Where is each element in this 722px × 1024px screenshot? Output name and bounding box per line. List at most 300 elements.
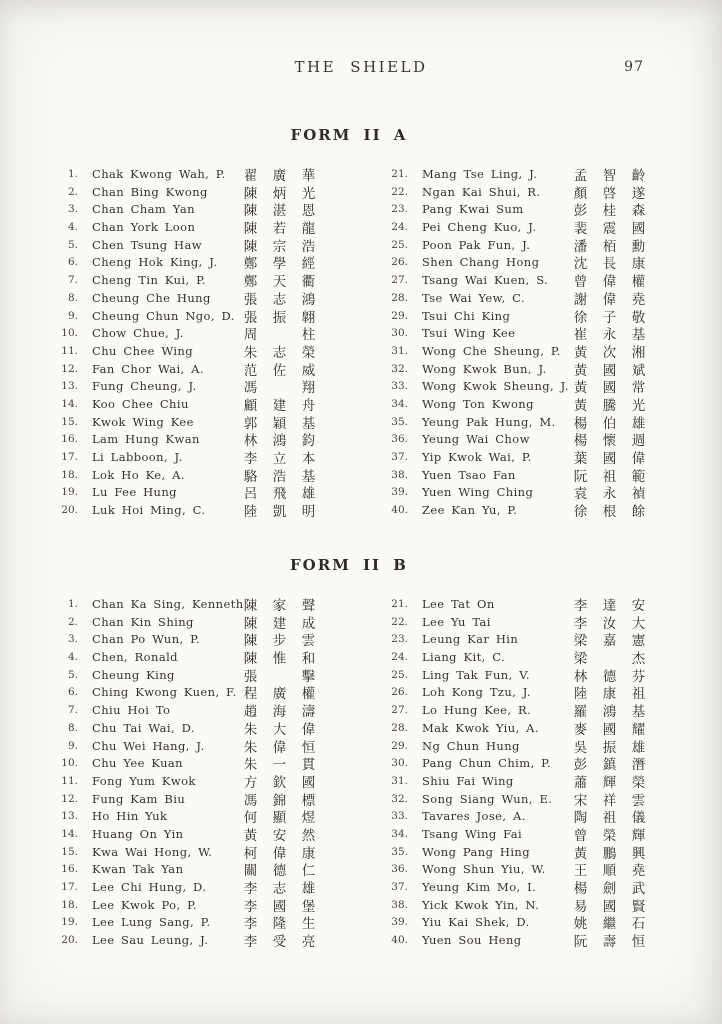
list-item bbox=[55, 789, 348, 807]
entry-chinese-char: 彭 bbox=[573, 757, 588, 774]
entry-chinese-char: 然 bbox=[301, 827, 316, 844]
entry-chinese-char: 黃 bbox=[573, 397, 588, 414]
list-item bbox=[55, 682, 348, 703]
entry-roman-name: Chan Ka Sing, Kenneth bbox=[92, 597, 244, 611]
entry-chinese-char: 浩 bbox=[272, 468, 287, 485]
entry-chinese-char: 智 bbox=[602, 168, 617, 184]
entry-chinese-char: 國 bbox=[602, 362, 617, 379]
entry-chinese-char: 趙 bbox=[243, 704, 258, 721]
entry-chinese-char: 飛 bbox=[272, 486, 287, 503]
list-item bbox=[385, 753, 677, 774]
entry-chinese-char: 顧 bbox=[243, 397, 258, 414]
entry-chinese-char: 堯 bbox=[631, 291, 646, 308]
entry-chinese-char: 阮 bbox=[573, 934, 588, 951]
entry-chinese-char: 凱 bbox=[272, 504, 287, 521]
entry-chinese-char: 德 bbox=[272, 863, 287, 880]
entry-chinese-char: 雲 bbox=[631, 792, 646, 809]
entry-number: 24. bbox=[391, 651, 408, 664]
name-list bbox=[55, 164, 348, 521]
entry-chinese-char: 志 bbox=[272, 881, 287, 897]
entry-roman-name: Ngan Kai Shui, R. bbox=[422, 184, 541, 199]
entry-chinese-char: 振 bbox=[602, 739, 617, 756]
entry-number: 38. bbox=[391, 468, 408, 481]
entry-roman-name: Wong Kwok Bun, J. bbox=[422, 361, 547, 376]
entry-chinese-char: 惟 bbox=[272, 651, 287, 668]
entry-chinese-char: 範 bbox=[631, 468, 646, 485]
entry-roman-name: Lu Fee Hung bbox=[92, 485, 177, 500]
entry-chinese-char: 湘 bbox=[631, 344, 646, 361]
entry-chinese-char: 經 bbox=[301, 256, 316, 273]
entry-number: 22. bbox=[391, 185, 408, 198]
entry-number: 36. bbox=[391, 433, 408, 446]
entry-chinese-char: 建 bbox=[272, 615, 287, 632]
list-item bbox=[55, 665, 348, 683]
list-item bbox=[55, 612, 348, 630]
entry-roman-name: Wong Pang Hing bbox=[422, 844, 530, 859]
entry-chinese-char: 遂 bbox=[631, 185, 646, 202]
entry-chinese-char: 黃 bbox=[573, 344, 588, 361]
entry-chinese-char: 國 bbox=[602, 380, 617, 397]
entry-number: 31. bbox=[391, 774, 408, 787]
entry-chinese-char: 顯 bbox=[272, 810, 287, 827]
entry-number: 32. bbox=[391, 792, 408, 805]
entry-chinese-char: 李 bbox=[573, 615, 588, 632]
entry-chinese-char: 雄 bbox=[631, 415, 646, 432]
list-item bbox=[385, 877, 677, 895]
entry-chinese-char: 濤 bbox=[301, 704, 316, 721]
entry-number: 38. bbox=[391, 898, 408, 911]
entry-chinese-char: 徐 bbox=[573, 504, 588, 521]
entry-chinese-char: 貫 bbox=[301, 757, 316, 774]
entry-chinese-char: 雲 bbox=[301, 633, 316, 650]
entry-chinese-char: 祖 bbox=[602, 810, 617, 827]
entry-chinese-char: 亮 bbox=[301, 934, 316, 951]
name-list bbox=[385, 594, 677, 951]
entry-chinese-char: 曾 bbox=[573, 827, 588, 844]
entry-number: 21. bbox=[391, 598, 408, 610]
list-item bbox=[385, 182, 677, 200]
entry-chinese-char: 擊 bbox=[301, 668, 316, 685]
entry-chinese-char: 陶 bbox=[573, 810, 588, 827]
list-item bbox=[55, 700, 348, 721]
entry-chinese-char: 祥 bbox=[602, 792, 617, 809]
entry-chinese-char: 穎 bbox=[272, 415, 287, 432]
name-list bbox=[55, 594, 348, 951]
entry-chinese-char: 次 bbox=[602, 344, 617, 361]
form-iia-section bbox=[0, 126, 722, 521]
list-item bbox=[385, 359, 677, 377]
entry-number: 15. bbox=[61, 415, 78, 428]
entry-chinese-char: 勳 bbox=[631, 238, 646, 255]
entry-chinese-char: 森 bbox=[631, 203, 646, 220]
entry-chinese-char: 長 bbox=[602, 256, 617, 273]
entry-number: 30. bbox=[391, 757, 408, 770]
entry-chinese-char: 鴻 bbox=[602, 704, 617, 721]
entry-number: 6. bbox=[67, 256, 78, 269]
entry-chinese-char: 家 bbox=[272, 598, 287, 614]
entry-chinese-char: 永 bbox=[602, 327, 617, 344]
entry-chinese-char: 葉 bbox=[573, 451, 588, 467]
entry-chinese-char: 國 bbox=[272, 898, 287, 915]
list-item bbox=[55, 270, 348, 291]
entry-chinese-char: 光 bbox=[301, 185, 316, 202]
entry-chinese-char: 呂 bbox=[243, 486, 258, 503]
list-item bbox=[55, 629, 348, 650]
list-item bbox=[55, 465, 348, 483]
entry-chinese-char: 餘 bbox=[631, 504, 646, 521]
entry-chinese-char: 舟 bbox=[301, 397, 316, 414]
entry-number: 2. bbox=[67, 185, 78, 198]
entry-number: 8. bbox=[67, 721, 78, 734]
list-item bbox=[385, 376, 677, 397]
entry-chinese-char: 王 bbox=[573, 863, 588, 880]
entry-roman-name: Chan Bing Kwong bbox=[92, 184, 208, 199]
entry-chinese-char: 陸 bbox=[573, 686, 588, 703]
entry-number: 27. bbox=[391, 274, 408, 287]
entry-roman-name: Pei Cheng Kuo, J. bbox=[422, 220, 537, 235]
entry-roman-name: Yuen Tsao Fan bbox=[422, 467, 516, 482]
entry-chinese-char: 聲 bbox=[301, 598, 316, 614]
entry-number: 16. bbox=[61, 433, 78, 446]
entry-number: 37. bbox=[391, 881, 408, 893]
entry-roman-name: Liang Kit, C. bbox=[422, 650, 506, 665]
entry-chinese-char: 曾 bbox=[573, 274, 588, 291]
entry-chinese-char: 輝 bbox=[602, 774, 617, 791]
entry-number: 17. bbox=[61, 451, 78, 463]
entry-chinese-char: 麥 bbox=[573, 721, 588, 738]
entry-chinese-char: 騰 bbox=[602, 397, 617, 414]
entry-chinese-char: 偉 bbox=[602, 291, 617, 308]
entry-roman-name: Wong Ton Kwong bbox=[422, 396, 534, 411]
entry-chinese-char: 朱 bbox=[243, 739, 258, 756]
entry-number: 7. bbox=[67, 274, 78, 287]
list-item bbox=[55, 252, 348, 273]
entry-number: 24. bbox=[391, 221, 408, 234]
entry-chinese-char: 祖 bbox=[602, 468, 617, 485]
list-item bbox=[385, 736, 677, 754]
entry-number: 23. bbox=[391, 203, 408, 216]
list-item bbox=[55, 235, 348, 253]
entry-roman-name: Kwan Tak Yan bbox=[92, 862, 184, 877]
entry-roman-name: Ling Tak Fun, V. bbox=[422, 667, 530, 682]
entry-roman-name: Wong Shun Yiu, W. bbox=[422, 862, 546, 877]
entry-chinese-char: 基 bbox=[301, 468, 316, 485]
entry-chinese-char: 隆 bbox=[272, 916, 287, 933]
entry-roman-name: Tsang Wing Fai bbox=[422, 826, 523, 841]
entry-number: 37. bbox=[391, 451, 408, 463]
list-item bbox=[55, 182, 348, 200]
entry-chinese-char: 基 bbox=[631, 704, 646, 721]
list-item bbox=[385, 665, 677, 683]
entry-chinese-char: 李 bbox=[243, 934, 258, 951]
entry-number: 18. bbox=[61, 468, 78, 481]
entry-chinese-char: 憲 bbox=[631, 633, 646, 650]
entry-chinese-char: 楊 bbox=[573, 433, 588, 450]
list-item bbox=[385, 594, 677, 612]
list-item bbox=[55, 429, 348, 450]
entry-chinese-char: 廣 bbox=[272, 686, 287, 703]
entry-number: 39. bbox=[391, 916, 408, 929]
entry-number: 25. bbox=[391, 238, 408, 251]
entry-chinese-char: 栢 bbox=[602, 238, 617, 255]
entry-chinese-char: 李 bbox=[243, 451, 258, 467]
entry-number: 20. bbox=[61, 504, 78, 517]
list-item bbox=[385, 842, 677, 860]
entry-chinese-char: 斌 bbox=[631, 362, 646, 379]
entry-chinese-char: 大 bbox=[631, 615, 646, 632]
entry-number: 36. bbox=[391, 863, 408, 876]
entry-number: 16. bbox=[61, 863, 78, 876]
entry-chinese-char: 本 bbox=[301, 451, 316, 467]
entry-chinese-char: 宋 bbox=[573, 792, 588, 809]
entry-chinese-char: 安 bbox=[631, 598, 646, 614]
entry-number: 32. bbox=[391, 362, 408, 375]
entry-chinese-char: 鈞 bbox=[301, 433, 316, 450]
entry-roman-name: Lee Chi Hung, D. bbox=[92, 880, 207, 894]
entry-chinese-char: 雄 bbox=[301, 881, 316, 897]
entry-chinese-char: 駱 bbox=[243, 468, 258, 485]
entry-chinese-char: 李 bbox=[573, 598, 588, 614]
entry-chinese-char: 裴 bbox=[573, 221, 588, 238]
entry-roman-name: Luk Hoi Ming, C. bbox=[92, 503, 206, 518]
entry-chinese-char: 鎮 bbox=[602, 757, 617, 774]
entry-chinese-char: 林 bbox=[243, 433, 258, 450]
entry-roman-name: Chu Wei Hang, J. bbox=[92, 738, 205, 753]
entry-roman-name: Tavares Jose, A. bbox=[422, 809, 526, 824]
entry-chinese-char: 石 bbox=[631, 916, 646, 933]
entry-number: 2. bbox=[67, 615, 78, 628]
entry-number: 29. bbox=[391, 739, 408, 752]
list-item bbox=[55, 912, 348, 933]
entry-chinese-char: 偉 bbox=[602, 274, 617, 291]
list-item bbox=[385, 482, 677, 503]
entry-number: 1. bbox=[67, 168, 78, 180]
entry-chinese-char: 浩 bbox=[301, 238, 316, 255]
entry-chinese-char: 朱 bbox=[243, 344, 258, 361]
entry-number: 26. bbox=[391, 256, 408, 269]
entry-number: 10. bbox=[61, 757, 78, 770]
entry-chinese-char: 徐 bbox=[573, 309, 588, 326]
entry-number: 34. bbox=[391, 397, 408, 410]
entry-number: 5. bbox=[67, 238, 78, 251]
entry-roman-name: Chu Tai Wai, D. bbox=[92, 720, 195, 735]
entry-number: 35. bbox=[391, 415, 408, 428]
entry-number: 12. bbox=[61, 792, 78, 805]
entry-chinese-char: 孟 bbox=[573, 168, 588, 184]
entry-number: 13. bbox=[61, 380, 78, 393]
entry-chinese-char: 張 bbox=[243, 291, 258, 308]
list-item bbox=[55, 771, 348, 789]
entry-roman-name: Chu Chee Wing bbox=[92, 343, 194, 358]
entry-number: 11. bbox=[61, 774, 78, 787]
entry-roman-name: Koo Chee Chiu bbox=[92, 396, 189, 411]
entry-chinese-char: 衢 bbox=[301, 274, 316, 291]
entry-roman-name: Chan Po Wun, P. bbox=[92, 632, 201, 647]
entry-chinese-char: 陳 bbox=[243, 633, 258, 650]
entry-roman-name: Chiu Hoi To bbox=[92, 703, 171, 718]
entry-number: 14. bbox=[61, 827, 78, 840]
entry-number: 39. bbox=[391, 486, 408, 499]
entry-chinese-char: 黃 bbox=[243, 827, 258, 844]
entry-chinese-char: 楊 bbox=[573, 881, 588, 897]
list-item bbox=[385, 806, 677, 827]
entry-chinese-char: 張 bbox=[243, 668, 258, 685]
list-item bbox=[55, 824, 348, 842]
list-item bbox=[385, 412, 677, 430]
entry-chinese-char: 恩 bbox=[301, 203, 316, 220]
entry-roman-name: Ching Kwong Kuen, F. bbox=[92, 685, 237, 700]
entry-chinese-char: 柯 bbox=[243, 845, 258, 862]
entry-number: 5. bbox=[67, 668, 78, 681]
entry-chinese-char: 陳 bbox=[243, 185, 258, 202]
entry-chinese-char: 翔 bbox=[301, 380, 316, 397]
entry-chinese-char: 偉 bbox=[272, 845, 287, 862]
entry-chinese-char: 榮 bbox=[631, 774, 646, 791]
list-item bbox=[385, 930, 677, 951]
entry-chinese-char: 步 bbox=[272, 633, 287, 650]
entry-number: 3. bbox=[67, 633, 78, 646]
entry-chinese-char: 姚 bbox=[573, 916, 588, 933]
entry-chinese-char: 阮 bbox=[573, 468, 588, 485]
entry-chinese-char: 鄭 bbox=[243, 274, 258, 291]
entry-number: 33. bbox=[391, 810, 408, 823]
form-iib-section bbox=[0, 556, 722, 951]
list-item bbox=[55, 859, 348, 880]
entry-chinese-char: 達 bbox=[602, 598, 617, 614]
entry-roman-name: Fung Cheung, J. bbox=[92, 379, 197, 394]
entry-chinese-char: 陳 bbox=[243, 238, 258, 255]
list-item bbox=[55, 482, 348, 503]
entry-chinese-char: 子 bbox=[602, 309, 617, 326]
entry-chinese-char: 齡 bbox=[631, 168, 646, 184]
entry-number: 3. bbox=[67, 203, 78, 216]
entry-chinese-char: 廣 bbox=[272, 168, 287, 184]
list-item bbox=[385, 429, 677, 450]
entry-chinese-char: 威 bbox=[301, 362, 316, 379]
name-list bbox=[385, 164, 677, 521]
list-item bbox=[55, 394, 348, 412]
list-item bbox=[385, 629, 677, 650]
entry-chinese-char: 彭 bbox=[573, 203, 588, 220]
entry-roman-name: Chan Cham Yan bbox=[92, 202, 195, 217]
entry-roman-name: Wong Che Sheung, P. bbox=[422, 343, 561, 358]
entry-chinese-char: 德 bbox=[602, 668, 617, 685]
entry-number: 40. bbox=[391, 934, 408, 947]
list-item bbox=[385, 199, 677, 220]
entry-chinese-char: 偉 bbox=[272, 739, 287, 756]
entry-number: 18. bbox=[61, 898, 78, 911]
entry-number: 35. bbox=[391, 845, 408, 858]
entry-chinese-char: 成 bbox=[301, 615, 316, 632]
entry-roman-name: Yeung Wai Chow bbox=[422, 432, 530, 447]
entry-roman-name: Mak Kwok Yiu, A. bbox=[422, 720, 539, 735]
entry-chinese-char: 張 bbox=[243, 309, 258, 326]
entry-chinese-char: 康 bbox=[301, 845, 316, 862]
entry-roman-name: Cheung Che Hung bbox=[92, 290, 211, 305]
entry-chinese-char: 生 bbox=[301, 916, 316, 933]
entry-number: 21. bbox=[391, 168, 408, 180]
entry-roman-name: Cheung King bbox=[92, 667, 175, 682]
entry-number: 9. bbox=[67, 309, 78, 322]
entry-chinese-char: 大 bbox=[272, 721, 287, 738]
entry-chinese-char: 海 bbox=[272, 704, 287, 721]
entry-chinese-char: 杰 bbox=[631, 651, 646, 668]
list-item bbox=[385, 895, 677, 913]
entry-number: 15. bbox=[61, 845, 78, 858]
list-item bbox=[55, 217, 348, 238]
entry-roman-name: Cheng Tin Kui, P. bbox=[92, 273, 206, 288]
entry-chinese-char: 武 bbox=[631, 881, 646, 897]
entry-roman-name: Lam Hung Kwan bbox=[92, 432, 200, 447]
entry-roman-name: Tsui Chi King bbox=[422, 308, 511, 323]
entry-chinese-char: 受 bbox=[272, 934, 287, 951]
list-item bbox=[385, 771, 677, 789]
entry-roman-name: Zee Kan Yu, P. bbox=[422, 503, 518, 518]
list-item bbox=[55, 412, 348, 430]
entry-roman-name: Fung Kam Biu bbox=[92, 791, 186, 806]
entry-chinese-char: 榮 bbox=[602, 827, 617, 844]
entry-chinese-char: 朱 bbox=[243, 757, 258, 774]
entry-roman-name: Tsui Wing Kee bbox=[422, 326, 516, 341]
entry-roman-name: Chen Tsung Haw bbox=[92, 237, 202, 252]
entry-chinese-char: 偉 bbox=[631, 451, 646, 467]
entry-roman-name: Chen, Ronald bbox=[92, 650, 178, 665]
list-item bbox=[55, 842, 348, 860]
entry-chinese-char: 堡 bbox=[301, 898, 316, 915]
entry-chinese-char: 權 bbox=[301, 686, 316, 703]
list-item bbox=[55, 647, 348, 668]
entry-chinese-char: 儀 bbox=[631, 810, 646, 827]
list-item bbox=[55, 323, 348, 344]
entry-chinese-char: 芬 bbox=[631, 668, 646, 685]
list-item bbox=[385, 789, 677, 807]
entry-chinese-char: 楊 bbox=[573, 415, 588, 432]
entry-chinese-char: 國 bbox=[631, 221, 646, 238]
entry-number: 29. bbox=[391, 309, 408, 322]
entry-chinese-char: 常 bbox=[631, 380, 646, 397]
entry-chinese-char: 宗 bbox=[272, 238, 287, 255]
entry-number: 6. bbox=[67, 686, 78, 699]
list-item bbox=[385, 500, 677, 521]
list-item bbox=[385, 288, 677, 306]
entry-chinese-char: 范 bbox=[243, 362, 258, 379]
entry-chinese-char: 蕭 bbox=[573, 774, 588, 791]
list-item bbox=[385, 217, 677, 238]
form-title: FORM II A bbox=[290, 126, 408, 144]
entry-roman-name: Chan York Loon bbox=[92, 220, 196, 235]
list-item bbox=[385, 647, 677, 668]
list-item bbox=[55, 164, 348, 182]
entry-roman-name: Song Siang Wun, E. bbox=[422, 791, 553, 806]
entry-chinese-char: 康 bbox=[631, 256, 646, 273]
entry-chinese-char: 榮 bbox=[301, 344, 316, 361]
entry-chinese-char: 敬 bbox=[631, 309, 646, 326]
entry-chinese-char: 朱 bbox=[243, 721, 258, 738]
entry-roman-name: Yeung Kim Mo, I. bbox=[422, 880, 537, 894]
entry-chinese-char: 權 bbox=[631, 274, 646, 291]
entry-chinese-char: 黃 bbox=[573, 380, 588, 397]
entry-roman-name: Lo Hung Kee, R. bbox=[422, 703, 532, 718]
entry-number: 7. bbox=[67, 704, 78, 717]
entry-chinese-char: 一 bbox=[272, 757, 287, 774]
entry-roman-name: Chow Chue, J. bbox=[92, 326, 184, 341]
list-item bbox=[55, 199, 348, 220]
entry-chinese-char: 陳 bbox=[243, 221, 258, 238]
entry-chinese-char: 仁 bbox=[301, 863, 316, 880]
entry-roman-name: Tse Wai Yew, C. bbox=[422, 290, 525, 305]
list-item bbox=[385, 612, 677, 630]
entry-chinese-char: 桂 bbox=[602, 203, 617, 220]
